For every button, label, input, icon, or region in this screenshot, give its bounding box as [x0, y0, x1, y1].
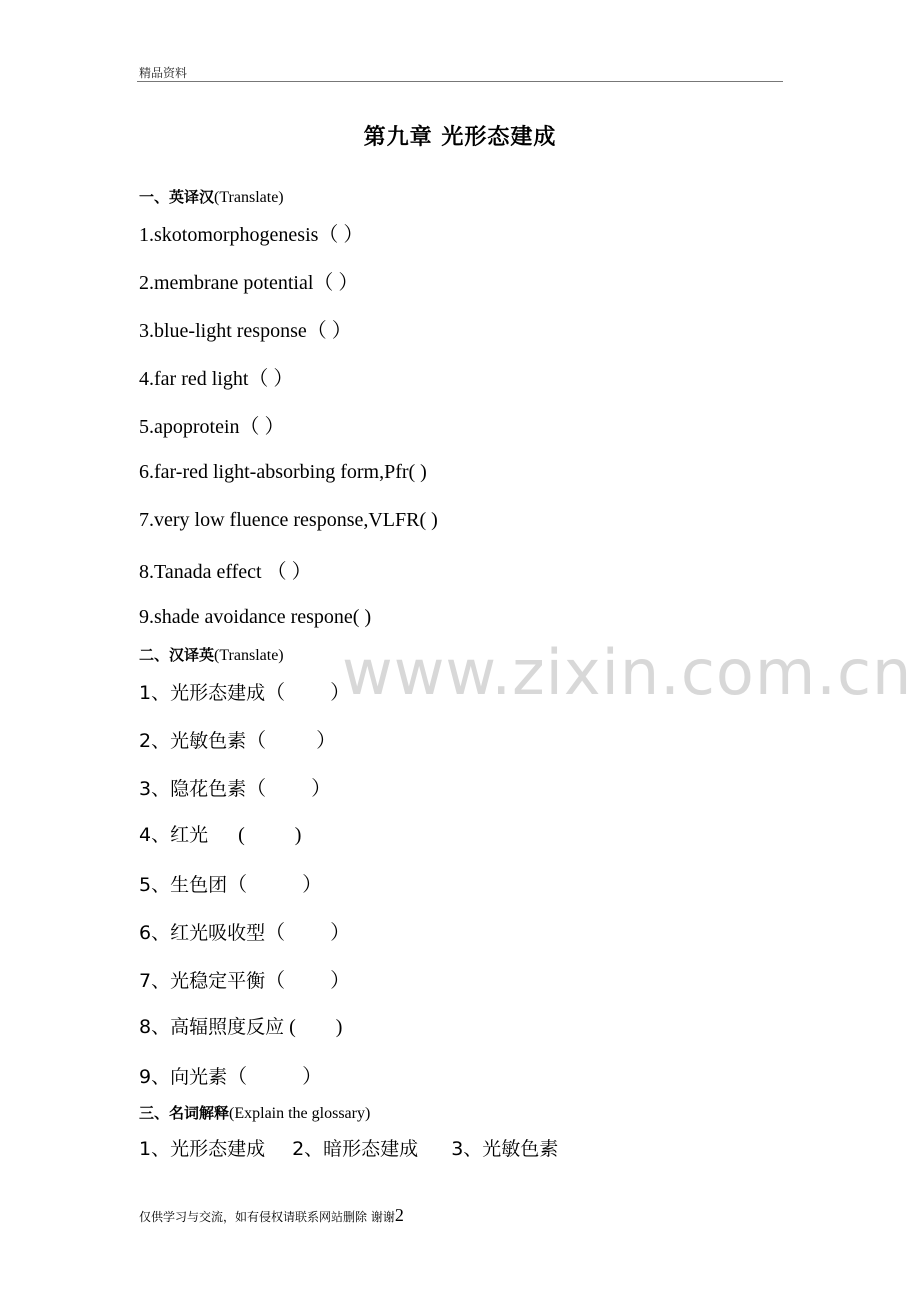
section2-item-text: 1、光形态建成	[139, 682, 266, 704]
section2-heading	[139, 644, 284, 665]
section2-item-text: 9、向光素	[139, 1066, 228, 1088]
footer-text: 仅供学习与交流，如有侵权请联系网站删除 谢谢	[139, 1210, 395, 1224]
section2-item	[139, 820, 301, 847]
glossary-term: 2、暗形态建成	[292, 1138, 419, 1160]
section2-item-blank: （ ）	[246, 730, 337, 752]
header-rule	[137, 81, 783, 82]
section2-item-text: 2、光敏色素	[139, 730, 247, 752]
section2-item	[139, 1012, 342, 1039]
section2-item-text: 5、生色团	[139, 874, 228, 896]
page-header: 精品资料	[139, 66, 188, 80]
section2-item-blank: （ ）	[265, 682, 351, 704]
section3-heading	[139, 1102, 370, 1123]
page-number: 2	[394, 1205, 404, 1225]
section1-item: 2.membrane potential（ ）	[139, 272, 359, 294]
section1-heading	[139, 186, 284, 207]
section2-item	[139, 724, 336, 753]
page-title: 第九章 光形态建成	[363, 125, 557, 150]
section1-item: 1.skotomorphogenesis（ ）	[139, 224, 364, 246]
section2-item-blank: （ ）	[227, 1066, 323, 1088]
section2-item	[139, 964, 350, 993]
section1-item: 6.far-red light-absorbing form,Pfr( )	[139, 461, 427, 483]
section1-heading-en: (Translate)	[214, 189, 284, 206]
section1-heading-zh: 一、英译汉	[139, 188, 215, 206]
section3-heading-zh: 三、名词解释	[139, 1104, 230, 1122]
section2-item-text: 4、红光	[139, 824, 209, 846]
section1-item: 4.far red light（ ）	[139, 368, 294, 390]
section2-item-blank: ( )	[284, 1016, 343, 1038]
section3-heading-en: (Explain the glossary)	[229, 1105, 371, 1122]
section2-item-blank: （ ）	[246, 778, 332, 800]
section1-item: 3.blue-light response（ ）	[139, 320, 352, 342]
section2-item-text: 8、高辐照度反应	[139, 1016, 285, 1038]
section2-item-blank: ( )	[208, 824, 302, 846]
section2-item-text: 3、隐花色素	[139, 778, 247, 800]
page-footer	[139, 1205, 404, 1226]
section3-terms	[139, 1134, 558, 1161]
watermark: www.zixin.com.cn	[342, 636, 913, 709]
section2-item	[139, 868, 322, 897]
section2-item-text: 6、红光吸收型	[139, 922, 266, 944]
section2-item-text: 7、光稳定平衡	[139, 970, 266, 992]
section2-item	[139, 772, 331, 801]
section2-heading-zh: 二、汉译英	[139, 646, 215, 664]
section2-item	[139, 676, 350, 705]
section2-item	[139, 916, 350, 945]
section2-heading-en: (Translate)	[214, 647, 284, 664]
section1-item: 7.very low fluence response,VLFR( )	[139, 509, 438, 531]
section2-item-blank: （ ）	[265, 970, 351, 992]
section1-item: 5.apoprotein（ ）	[139, 416, 285, 438]
glossary-term: 3、光敏色素	[451, 1138, 559, 1160]
section1-item: 9.shade avoidance respone( )	[139, 606, 372, 628]
section2-item-blank: （ ）	[227, 874, 323, 896]
section2-item-blank: （ ）	[265, 922, 351, 944]
glossary-term: 1、光形态建成	[139, 1138, 266, 1160]
section1-item: 8.Tanada effect （ ）	[139, 561, 312, 583]
section2-item	[139, 1060, 322, 1089]
